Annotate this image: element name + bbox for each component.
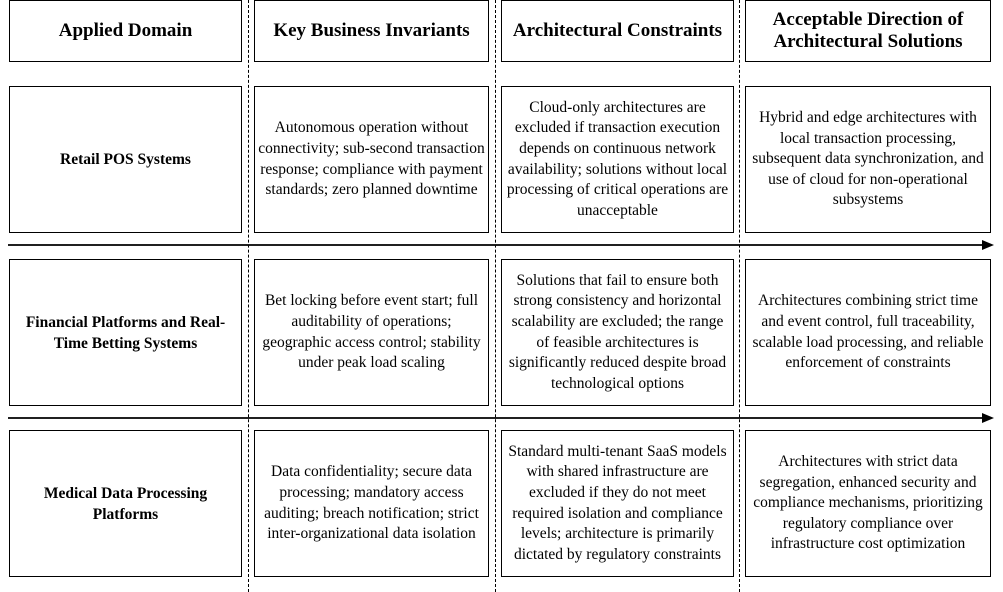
cell-medical-direction: Architectures with strict data segregation, enhanced security and compliance mechanisms, prioritizing regulatory compliance over infrastructure cost optimization xyxy=(745,430,991,577)
header-key-business-invariants: Key Business Invariants xyxy=(254,0,489,62)
cell-retail-direction: Hybrid and edge architectures with local transaction processing, subsequent data synchronization, and use of cloud for non-operational subsystems xyxy=(745,86,991,233)
row-label-financial-betting: Financial Platforms and Real-Time Betting Systems xyxy=(9,259,242,406)
cell-medical-constraints: Standard multi-tenant SaaS models with shared infrastructure are excluded if they do not meet required isolation and compliance levels; architecture is primarily dictated by regulatory constraints xyxy=(501,430,734,577)
header-acceptable-direction: Acceptable Direction of Architectural Solutions xyxy=(745,0,991,62)
cell-financial-invariants: Bet locking before event start; full auditability of operations; geographic access control; stability under peak load scaling xyxy=(254,259,489,406)
cell-retail-invariants: Autonomous operation without connectivity; sub-second transaction response; compliance with payment standards; zero planned downtime xyxy=(254,86,489,233)
row-arrow-2 xyxy=(8,413,994,423)
header-architectural-constraints: Architectural Constraints xyxy=(501,0,734,62)
cell-medical-invariants: Data confidentiality; secure data processing; mandatory access auditing; breach notification; strict inter-organizational data isolation xyxy=(254,430,489,577)
row-arrow-1 xyxy=(8,240,994,250)
cell-financial-direction: Architectures combining strict time and event control, full traceability, scalable load processing, and reliable enforcement of constraints xyxy=(745,259,991,406)
header-applied-domain: Applied Domain xyxy=(9,0,242,62)
row-label-medical-data: Medical Data Processing Platforms xyxy=(9,430,242,577)
cell-retail-constraints: Cloud-only architectures are excluded if transaction execution depends on continuous network availability; solutions without local processing of critical operations are unacceptable xyxy=(501,86,734,233)
row-label-retail-pos: Retail POS Systems xyxy=(9,86,242,233)
cell-financial-constraints: Solutions that fail to ensure both strong consistency and horizontal scalability are excluded; the range of feasible architectures is significantly reduced despite broad technological options xyxy=(501,259,734,406)
